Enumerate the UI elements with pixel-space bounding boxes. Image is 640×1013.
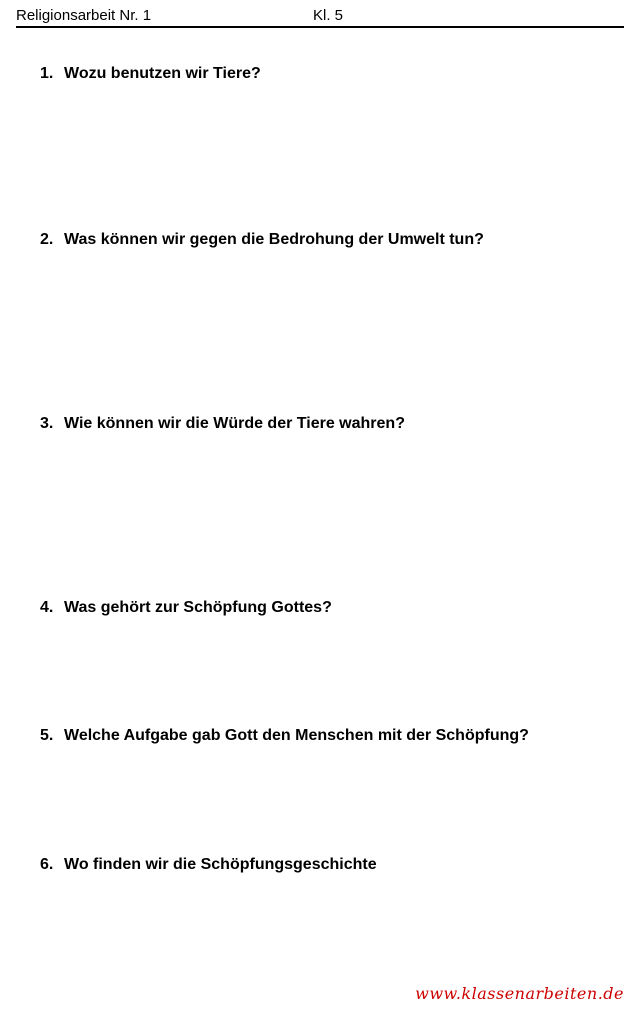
question-number: 4. bbox=[40, 599, 54, 616]
class-label: Kl. 5 bbox=[313, 7, 344, 24]
page-header bbox=[16, 6, 624, 28]
question-item bbox=[40, 856, 377, 874]
question-item bbox=[40, 231, 484, 249]
question-text: Was können wir gegen die Bedrohung der Umwelt tun? bbox=[64, 231, 484, 248]
question-number: 5. bbox=[40, 727, 54, 744]
question-text: Was gehört zur Schöpfung Gottes? bbox=[64, 599, 332, 616]
watermark-link[interactable]: www.klassenarbeiten.de bbox=[415, 984, 624, 1003]
question-text: Welche Aufgabe gab Gott den Menschen mit der Schöpfung? bbox=[64, 727, 529, 744]
document-title: Religionsarbeit Nr. 1 bbox=[16, 7, 152, 24]
question-number: 1. bbox=[40, 65, 54, 82]
question-item bbox=[40, 415, 405, 433]
question-text: Wie können wir die Würde der Tiere wahren? bbox=[64, 415, 405, 432]
question-item bbox=[40, 727, 529, 745]
question-text: Wozu benutzen wir Tiere? bbox=[64, 65, 261, 82]
question-item bbox=[40, 65, 261, 83]
question-number: 6. bbox=[40, 856, 54, 873]
question-text: Wo finden wir die Schöpfungsgeschichte bbox=[64, 856, 377, 873]
question-item bbox=[40, 599, 332, 617]
question-number: 2. bbox=[40, 231, 54, 248]
question-number: 3. bbox=[40, 415, 54, 432]
